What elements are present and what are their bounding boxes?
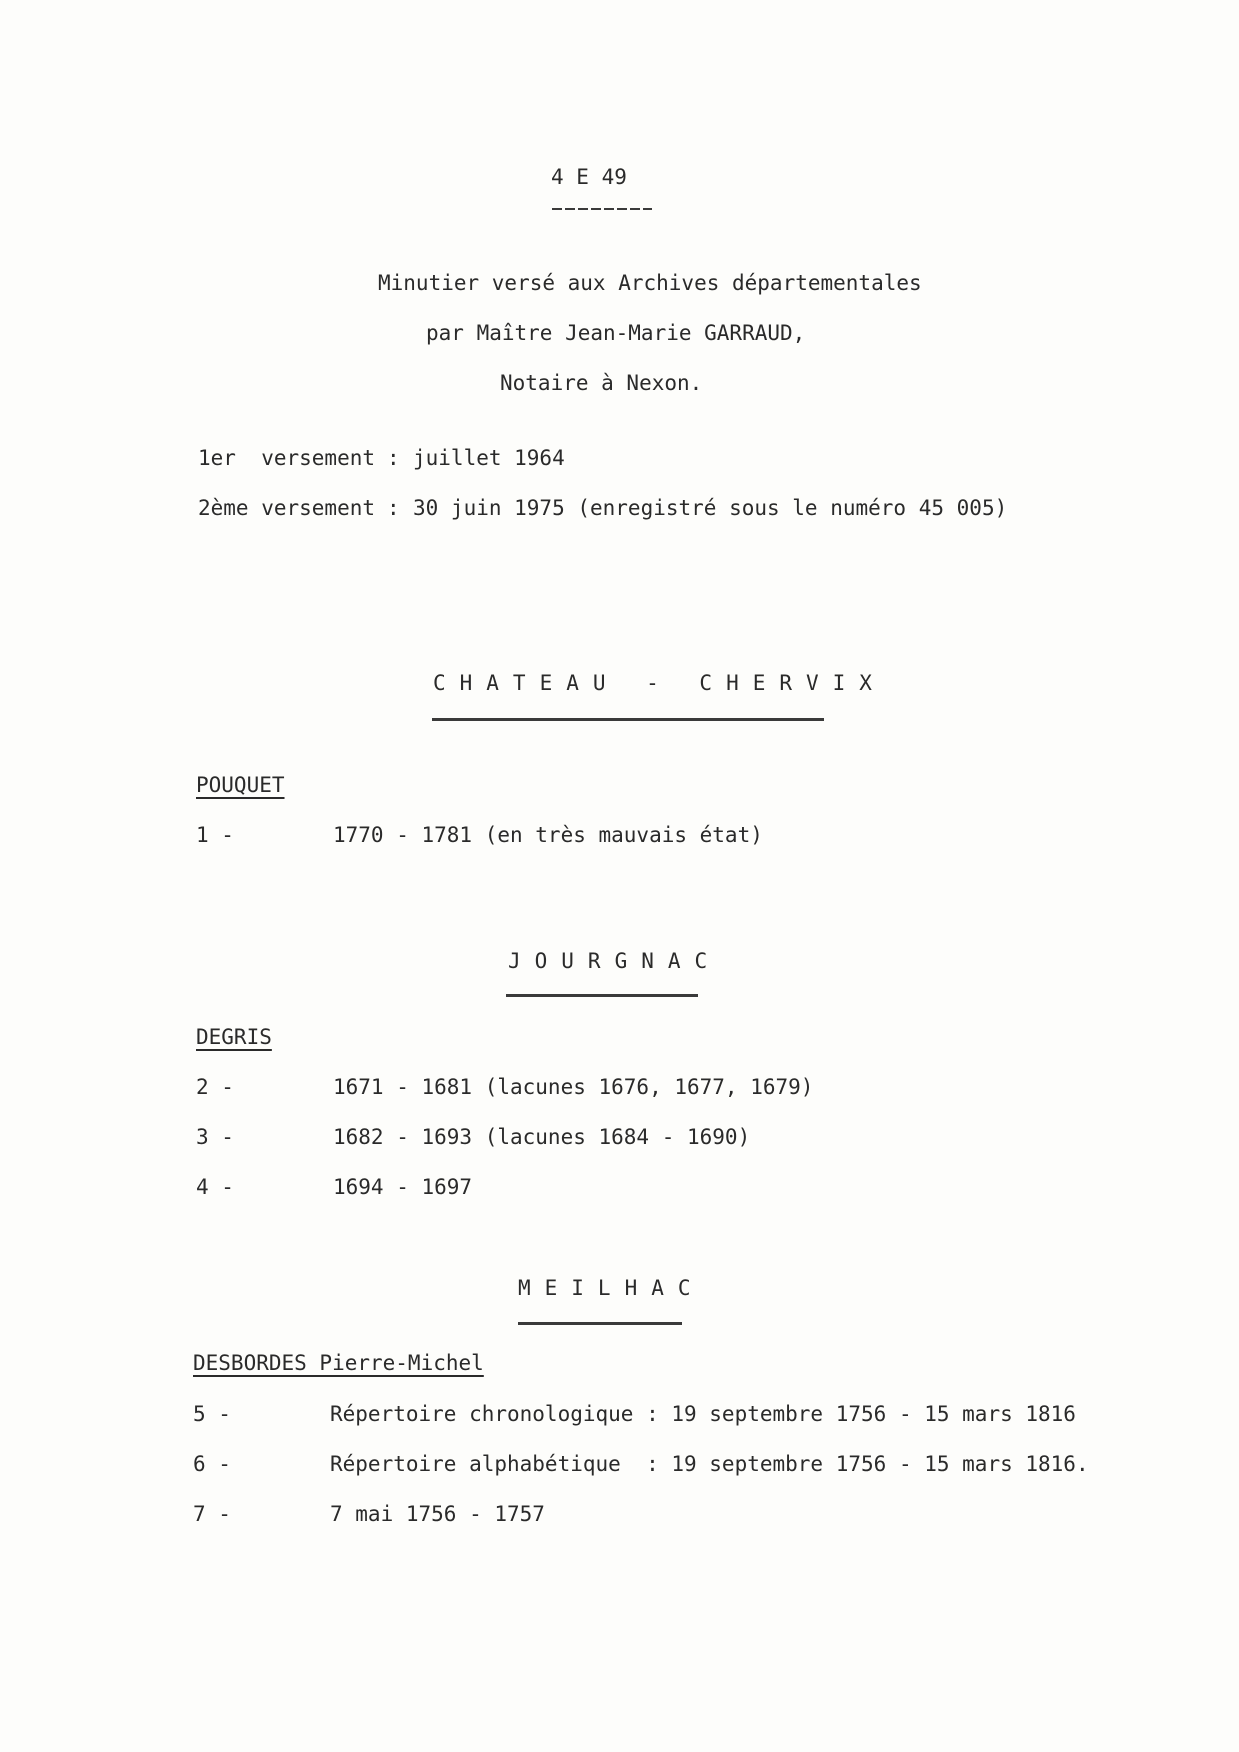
entry-text: 1694 - 1697 [333,1175,473,1199]
entry-number: 5 - [193,1402,231,1426]
entry-text: 1770 - 1781 (en très mauvais état) [333,823,763,847]
section-heading: JOURGNAC [508,949,722,973]
entry-text: Répertoire alphabétique : 19 septembre 1756 - 15 mars 1816. [330,1452,1089,1476]
entry-text: 7 mai 1756 - 1757 [330,1502,545,1526]
entry-number: 6 - [193,1452,231,1476]
entry-number: 1 - [196,823,234,847]
section-heading-underline [518,1322,682,1325]
reference-underline [552,208,652,210]
section-heading: MEILHAC [518,1276,705,1300]
intro-line-3: Notaire à Nexon. [500,371,703,395]
notary-name: DESBORDES Pierre-Michel [193,1351,484,1375]
versement-value: juillet 1964 [413,446,565,470]
versement-label: 2ème versement [198,496,376,520]
intro-line-2: par Maître Jean-Marie GARRAUD, [426,321,806,345]
entry-number: 7 - [193,1502,231,1526]
versement-value: 30 juin 1975 (enregistré sous le numéro 45 005) [413,496,1008,520]
versement-label: 1er versement [198,446,376,470]
entry-text: 1671 - 1681 (lacunes 1676, 1677, 1679) [333,1075,814,1099]
section-heading-underline [506,994,698,997]
notary-name: DEGRIS [196,1025,272,1049]
intro-line-1: Minutier versé aux Archives départementales [378,271,922,295]
versement-separator: : [387,446,400,470]
entry-number: 4 - [196,1175,234,1199]
section-heading-underline [432,718,824,721]
reference-code: 4 E 49 [551,165,627,189]
entry-number: 3 - [196,1125,234,1149]
versement-separator: : [387,496,400,520]
section-heading: CHATEAU - CHERVIX [433,671,886,695]
entry-number: 2 - [196,1075,234,1099]
entry-text: Répertoire chronologique : 19 septembre 1756 - 15 mars 1816 [330,1402,1076,1426]
entry-text: 1682 - 1693 (lacunes 1684 - 1690) [333,1125,751,1149]
notary-name: POUQUET [196,773,285,797]
